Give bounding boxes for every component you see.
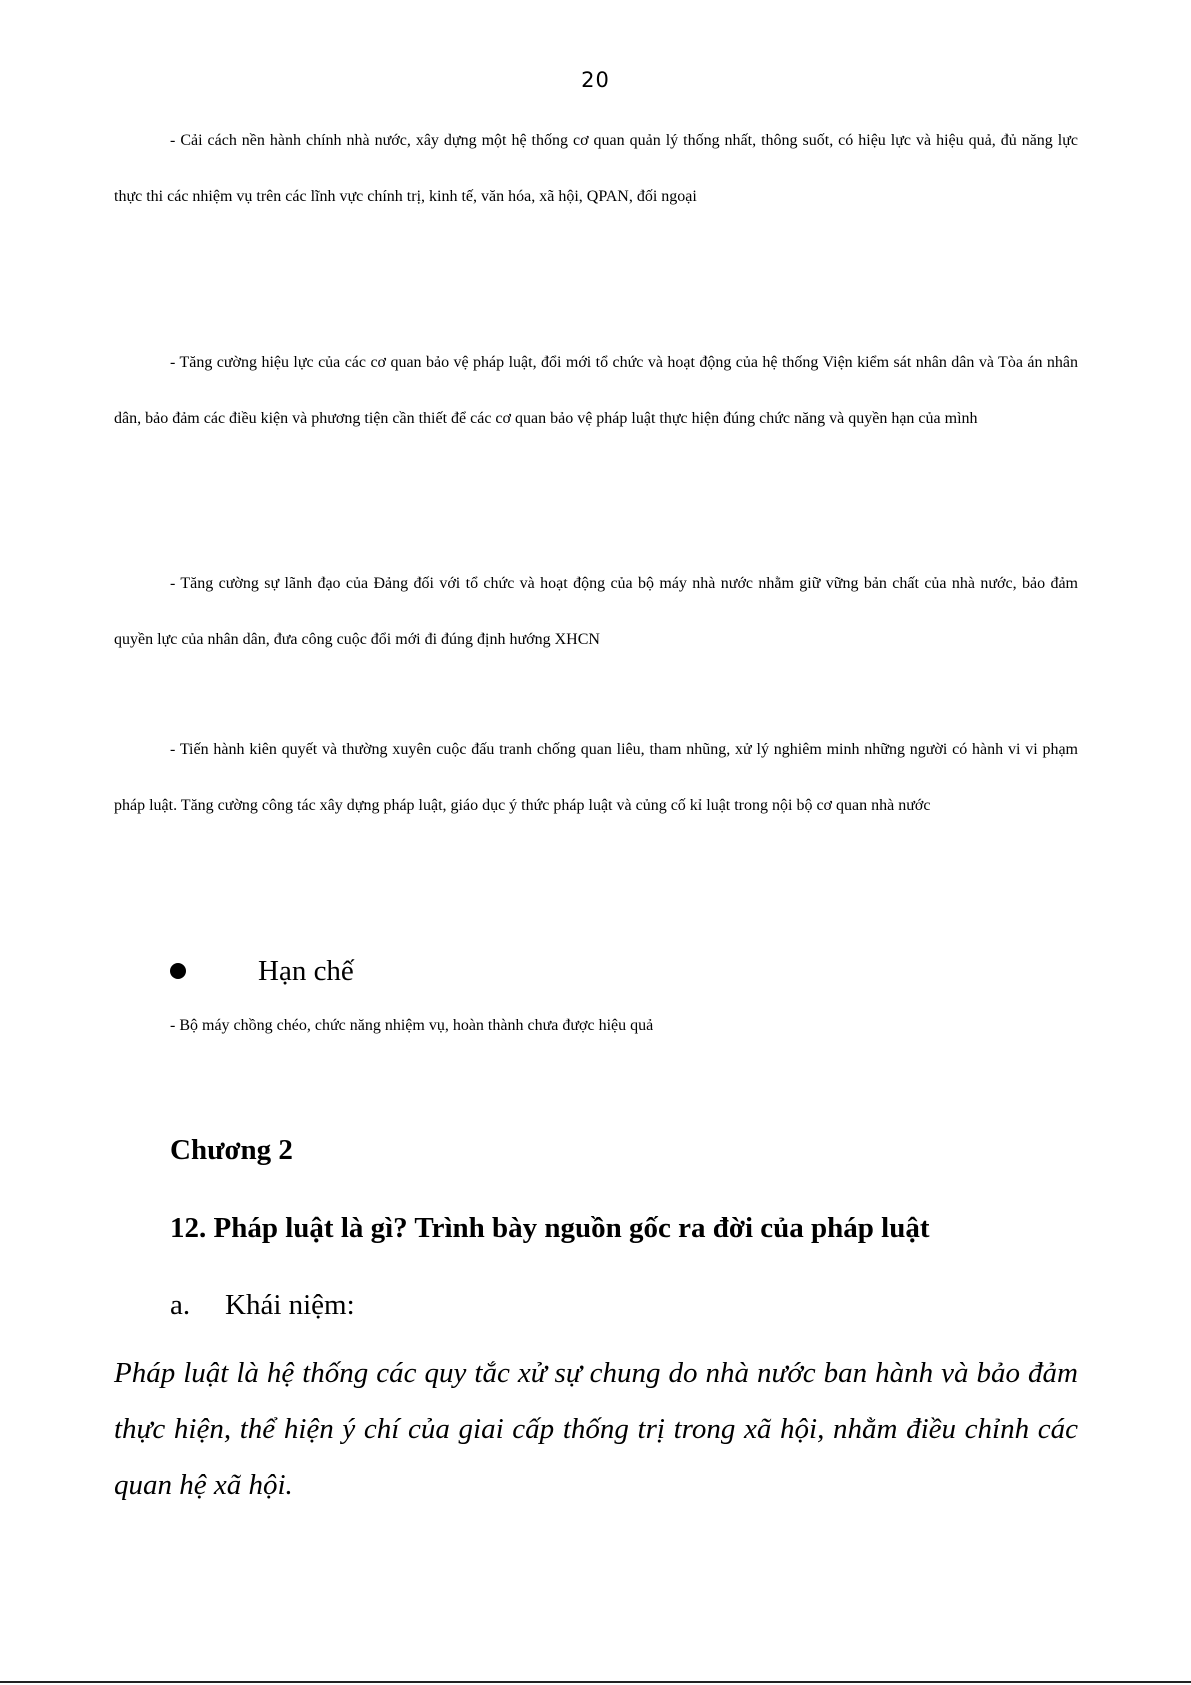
question-heading: 12. Pháp luật là gì? Trình bày nguồn gốc ra đời của pháp luật (170, 1212, 930, 1244)
sub-item-letter: a. (170, 1289, 191, 1321)
page-number: 20 (581, 68, 610, 92)
chapter-heading: Chương 2 (170, 1134, 293, 1166)
paragraph-party-leadership: - Tăng cường sự lãnh đạo của Đảng đối với tổ chức và hoạt động của bộ máy nhà nước nhằm giữ vững bản chất của nhà nước, bảo đảm quyền lực của nhân dân, đưa công cuộc đổi mới đi đúng định hướng XHCN (114, 575, 1078, 648)
paragraph-law-protection: - Tăng cường hiệu lực của các cơ quan bảo vệ pháp luật, đổi mới tổ chức và hoạt động của hệ thống Viện kiểm sát nhân dân và Tòa án nhân dân, bảo đảm các điều kiện và phương tiện cần thiết để các cơ quan bảo vệ pháp luật thực hiện đúng chức năng và quyền hạn của mình (114, 354, 1078, 427)
paragraph-anti-corruption: - Tiến hành kiên quyết và thường xuyên cuộc đấu tranh chống quan liêu, tham nhũng, xử lý nghiêm minh những người có hành vi vi phạm pháp luật. Tăng cường công tác xây dựng pháp luật, giáo dục ý thức pháp luật và củng cố kỉ luật trong nội bộ cơ quan nhà nước (114, 741, 1078, 814)
sub-item-label: Khái niệm: (225, 1289, 355, 1321)
bullet-label: Hạn chế (258, 955, 354, 987)
bottom-divider (0, 1681, 1191, 1683)
sub-item-concept (170, 1277, 355, 1333)
bullet-icon (170, 963, 186, 979)
bullet-item-limitations (170, 943, 354, 999)
paragraph-limitation: - Bộ máy chồng chéo, chức năng nhiệm vụ, hoàn thành chưa được hiệu quả (170, 1017, 654, 1034)
definition-paragraph: Pháp luật là hệ thống các quy tắc xử sự chung do nhà nước ban hành và bảo đảm thực hiện, thể hiện ý chí của giai cấp thống trị trong xã hội, nhằm điều chỉnh các quan hệ xã hội. (114, 1357, 1078, 1501)
paragraph-administrative-reform: - Cải cách nền hành chính nhà nước, xây dựng một hệ thống cơ quan quản lý thống nhất, thông suốt, có hiệu lực và hiệu quả, đủ năng lực thực thi các nhiệm vụ trên các lĩnh vực chính trị, kinh tế, văn hóa, xã hội, QPAN, đối ngoại (114, 132, 1078, 205)
